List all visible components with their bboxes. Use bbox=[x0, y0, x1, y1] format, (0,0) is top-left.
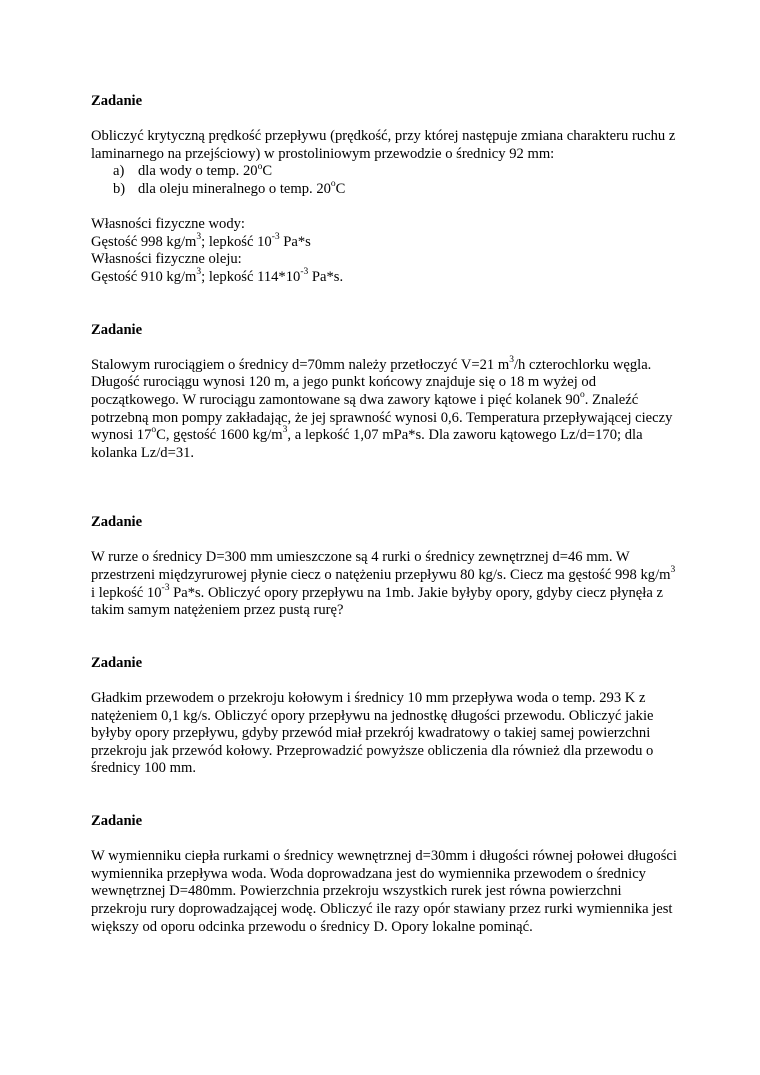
spacer bbox=[91, 339, 681, 357]
spacer bbox=[91, 199, 681, 217]
task-text: Gładkim przewodem o przekroju kołowym i średnicy 10 mm przepływa woda o temp. 293 K z natężeniem 0,1 kg/s. Obliczyć opory przepływu na jednostkę długości przewodu. Obliczyć jakie byłyby opory przepływu, gdyby przewód miał przekrój kwadratowy o takiej samej powierzchni przekroju jak przewód kołowy. Przeprowadzić powyższe obliczenia dla również dla przewodu o średnicy 100 mm. bbox=[91, 690, 654, 777]
spacer bbox=[91, 831, 681, 849]
property-line: Gęstość 998 $kg/m^3$; lepkość $10^{-3}$ Pa*s bbox=[91, 231, 311, 250]
list-marker: a) bbox=[113, 163, 125, 180]
spacer bbox=[91, 462, 681, 514]
superscript: -3 bbox=[300, 267, 309, 278]
superscript: o bbox=[151, 425, 157, 436]
list-item: b) dla oleju mineralnego o temp. 20$^o$C bbox=[113, 179, 346, 197]
superscript: o bbox=[330, 179, 336, 190]
superscript: 3 bbox=[509, 354, 514, 365]
superscript: o bbox=[257, 161, 263, 172]
section-title: Zadanie bbox=[91, 514, 143, 531]
superscript: 3 bbox=[282, 425, 288, 436]
property-line: Własności fizyczne wody: bbox=[91, 216, 245, 233]
section-title: Zadanie bbox=[91, 93, 143, 109]
section-title: Zadanie bbox=[91, 321, 143, 338]
spacer bbox=[91, 532, 681, 550]
property-line: Gęstość 910 $kg/m^3$; lepkość $114*10^{-3}$ Pa*s. bbox=[91, 267, 344, 285]
superscript: -3 bbox=[161, 582, 170, 593]
variant-list bbox=[91, 163, 681, 198]
spacer bbox=[91, 111, 681, 129]
spacer bbox=[91, 287, 681, 322]
superscript: o bbox=[579, 390, 585, 401]
task-text: W rurze o średnicy D=300 mm umieszczone są 4 rurki o średnicy zewnętrznej d=46 mm. W przestrzeni międzyrurowej płynie ciecz o natężeniu przepływu 80 kg/s. Ciecz ma gęstość 998 $kg/m^3$ i lepkość $10^{-3}$ Pa*s. Obliczyć opory przepływu na 1mb. Jakie byłyby opory, gdyby ciecz płynęła z takim samym natężeniem przez pustą rurę? bbox=[91, 549, 676, 619]
property-line: Własności fizyczne oleju: bbox=[91, 251, 242, 268]
spacer bbox=[91, 778, 681, 813]
document-content bbox=[91, 93, 681, 936]
superscript: -3 bbox=[271, 231, 280, 242]
task-text: Obliczyć krytyczną prędkość przepływu (prędkość, przy której następuje zmiana charakteru ruchu z laminarnego na przejściowy) w prostoliniowym przewodzie o średnicy 92 mm: bbox=[91, 128, 676, 162]
superscript: 3 bbox=[670, 565, 676, 576]
list-item: a) dla wody o temp. 20$^o$C bbox=[113, 161, 273, 180]
section-title: Zadanie bbox=[91, 654, 143, 671]
spacer bbox=[91, 620, 681, 655]
section-title: Zadanie bbox=[91, 813, 143, 829]
spacer bbox=[91, 672, 681, 690]
superscript: 3 bbox=[196, 267, 202, 278]
list-marker: b) bbox=[113, 180, 126, 197]
task-text: Stalowym rurociągiem o średnicy d=70mm należy przetłoczyć V=21 $m^3/h$ czterochlorku węgla. Długość rurociągu wynosi 120 m, a jego punkt końcowy znajduje się o 18 m wyżej od początkowego. W rurociągu zamontowane są dwa zawory kątowe i pięć kolanek 90$^o$. Znaleźć potrzebną mon pompy zakładając, że jej sprawność wynosi 0,6. Temperatura przepływającej cieczy wynosi 17$^o$C, gęstość 1600 $kg/m^3$, a lepkość 1,07 mPa*s. Dla zaworu kątowego Lz/d=170; dla kolanka Lz/d=31. bbox=[91, 354, 673, 461]
superscript: 3 bbox=[196, 231, 202, 242]
task-text: W wymienniku ciepła rurkami o średnicy wewnętrznej d=30mm i długości równej połowei długości wymiennika przepływa woda. Woda doprowadzana jest do wymiennika przewodem o średnicy wewnętrznej D=480mm. Powierzchnia przekroju wszystkich rurek jest równa powierzchni przekroju rury doprowadzającej wodę. Obliczyć ile razy opór stawiany przez rurki wymiennika jest większy od oporu odcinka przewodu o średnicy D. Opory lokalne pominąć. bbox=[91, 848, 677, 935]
